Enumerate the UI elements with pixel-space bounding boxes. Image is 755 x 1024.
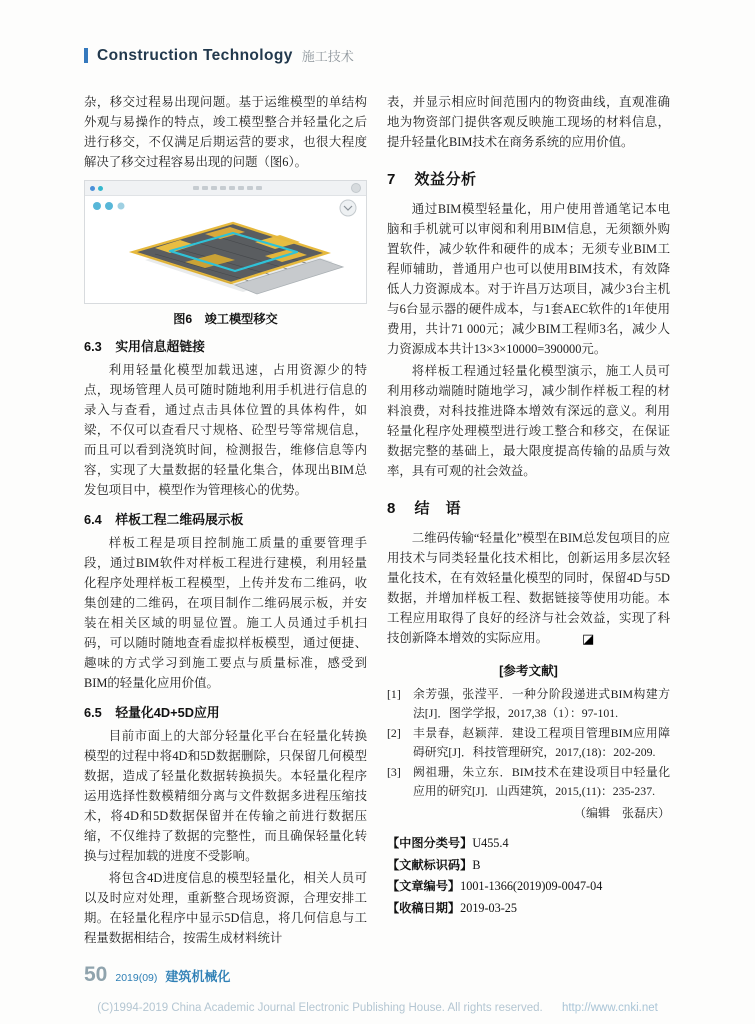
reference-item <box>387 685 670 722</box>
reference-number: [3] <box>387 765 401 779</box>
meta-line <box>387 876 670 898</box>
paragraph: 通过BIM模型轻量化，用户使用普通笔记本电脑和手机就可以审阅和利用BIM信息，无须额外购置软件，减少软件和硬件的成本；无须专业BIM工程师辅助，普通用户也可以使用BIM技术，有效降低人力资源成本。对于许昌万达项目，减少3台主机与6台显示器的硬件成本，与1套AEC软件的1年使用费用，共计71 000元；减少BIM工程师3名，减少人力资源成本共计13×3×10000=390000元。 <box>387 202 670 356</box>
section-heading-6-3 <box>84 336 367 355</box>
bim-screenshot <box>84 180 367 304</box>
meta-value: U455.4 <box>472 836 509 850</box>
section-heading-6-5 <box>84 702 367 721</box>
toolbar-tool-icon <box>211 186 217 190</box>
paragraph-continuation: 杂，移交过程易出现问题。基于运维模型的单结构外观与易操作的特点，竣工模型整合并轻量化之后进行移交，不仅满足后期运营的要求，也很大程度解决了移交过程容易出现的问题（图6）。 <box>84 95 367 169</box>
bim-toolbar <box>85 181 366 196</box>
paragraph: 目前市面上的大部分轻量化平台在轻量化转换模型的过程中将4D和5D数据删除，只保留几何模型数据，造成了轻量化数据转换损失。本轻量化程序运用选择性数模精细分离与文件数据多进程压缩技术，将4D和5D数据保留并在传输之前进行数据压缩，不仅维持了数据的完整性，而且确保轻量化转换与过程加载的进度不受影响。 <box>84 729 367 863</box>
toolbar-dot-icon <box>90 186 95 191</box>
meta-value: 1001-1366(2019)09-0047-04 <box>460 879 603 893</box>
bim-model-view <box>85 196 366 298</box>
meta-line <box>387 833 670 855</box>
header-accent-bar <box>84 48 88 63</box>
right-column <box>387 92 670 950</box>
figure-caption <box>84 310 367 327</box>
section-heading-6-4 <box>84 509 367 528</box>
references-heading: [参考文献] <box>499 664 558 678</box>
paragraph-continuation: 表，并显示相应时间范围内的物资曲线，直观准确地为物资部门提供客观反映施工现场的材料信息，提升轻量化BIM技术在商务系统的应用价值。 <box>387 95 670 149</box>
reference-text: 阙祖珊，朱立东．BIM技术在建设项目中轻量化应用的研究[J]．山西建筑，2015,(11)：235-237. <box>413 765 670 798</box>
paragraph: 利用轻量化模型加载迅速，占用资源少的特点，现场管理人员可随时随地利用手机进行信息的录入与查看，通过点击具体位置的具体构件，如梁，不仅可以查看尺寸规格、砼型号等常规信息，而且可以看到浇筑时间，检测报告，维修信息等内容，实现了大量数据的轻量化集合，体现出BIM总发包项目中，模型作为管理核心的优势。 <box>84 363 367 497</box>
toolbar-tool-icon <box>238 186 244 190</box>
toolbar-tool-icon <box>193 186 199 190</box>
meta-label: 【文献标识码】 <box>387 857 473 872</box>
journal-title-en: Construction Technology <box>97 46 293 64</box>
meta-line <box>387 855 670 877</box>
section-title: 结 语 <box>414 500 462 517</box>
toolbar-tool-icon <box>220 186 226 190</box>
journal-header <box>84 46 354 65</box>
cnki-link[interactable]: http://www.cnki.net <box>561 1002 658 1014</box>
meta-label: 【文章编号】 <box>387 879 461 893</box>
journal-name: 建筑机械化 <box>165 969 231 984</box>
copyright-line <box>0 1002 755 1014</box>
figure-caption-text: 竣工模型移交 <box>204 312 278 326</box>
section-number: 6.4 <box>84 512 102 527</box>
section-title: 轻量化4D+5D应用 <box>115 705 220 720</box>
section-title: 样板工程二维码展示板 <box>115 512 244 527</box>
paragraph: 将包含4D进度信息的模型轻量化，相关人员可以及时应对处理，重新整合现场资源，合理安排工期。在轻量化程序中显示5D信息，将几何信息与工程量数据相结合，按需生成材料统计 <box>84 871 367 945</box>
toolbar-dot-icon <box>98 186 103 191</box>
editor-credit: （编辑 张磊庆） <box>573 806 670 820</box>
section-title: 实用信息超链接 <box>115 339 205 354</box>
journal-title-cn: 施工技术 <box>301 49 354 64</box>
toolbar-tool-icon <box>229 186 235 190</box>
paragraph: 样板工程是项目控制施工质量的重要管理手段，通过BIM软件对样板工程进行建模，利用轻量化程序处理样板工程模型，上传并发布二维码，收集创建的二维码，在项目制作二维码展示板，并安装在相关区域的明显位置。施工人员通过手机扫码，可以随时随地查看虚拟样板模型，通过便捷、趣味的方式学习到施工要点与质量标准，感受到BIM的轻量化应用价值。 <box>84 536 367 690</box>
reference-number: [1] <box>387 687 401 701</box>
conclusion-text: 二维码传输“轻量化”模型在BIM总发包项目的应用技术与同类轻量化技术相比，创新运用多层次轻量化技术，在有效轻量化模型的同时，保留4D与5D数据，并增加样板工程、数据链接等使用功能。本工程应用取得了良好的经济与社会效益，实现了科技创新降本增效的实际应用。 <box>387 531 670 645</box>
meta-label: 【中图分类号】 <box>387 836 473 850</box>
meta-label: 【收稿日期】 <box>387 900 461 915</box>
toolbar-tool-icon <box>247 186 253 190</box>
section-heading-7 <box>387 168 670 189</box>
section-number: 6.3 <box>84 339 102 354</box>
article-meta <box>387 833 670 919</box>
reference-text: 丰景春，赵颖萍．建设工程项目管理BIM应用障碍研究[J]．科技管理研究，2017,(18)：202-209. <box>413 726 670 759</box>
section-heading-8 <box>387 497 670 518</box>
copyright-text: (C)1994-2019 China Academic Journal Electronic Publishing House. All rights reserved. <box>97 1002 543 1014</box>
page-footer <box>84 963 230 987</box>
paragraph <box>387 528 670 648</box>
left-column <box>84 92 367 950</box>
section-number: 7 <box>387 171 396 188</box>
reference-number: [2] <box>387 726 401 740</box>
figure-6 <box>84 180 367 327</box>
paragraph: 将样板工程通过轻量化模型演示，施工人员可利用移动端随时随地学习，减少制作样板工程的材料浪费，对科技推进降本增效有深远的意义。利用轻量化程序处理模型进行竣工整合和移交，在保证数据完整的基础上，最大限度提高传输的品质与效率，具有可观的社会效益。 <box>387 364 670 478</box>
section-number: 8 <box>387 500 396 517</box>
toolbar-tool-icon <box>202 186 208 190</box>
meta-value: B <box>472 857 481 872</box>
reference-item <box>387 724 670 761</box>
journal-issue: 2019(09) <box>115 972 158 984</box>
toolbar-avatar-icon <box>351 183 361 193</box>
meta-line <box>387 898 670 920</box>
page-number: 50 <box>84 963 108 986</box>
meta-value: 2019-03-25 <box>460 900 517 915</box>
article-end-icon: ◪ <box>581 632 595 647</box>
section-number: 6.5 <box>84 705 102 720</box>
toolbar-tool-icon <box>256 186 262 190</box>
reference-text: 余芳强，张滢平．一种分阶段递进式BIM构建方法[J]．图学学报，2017,38（1）：97-101. <box>413 687 670 720</box>
figure-caption-label: 图6 <box>173 312 193 326</box>
article-body <box>84 92 670 950</box>
section-title: 效益分析 <box>414 171 477 188</box>
reference-item <box>387 763 670 800</box>
